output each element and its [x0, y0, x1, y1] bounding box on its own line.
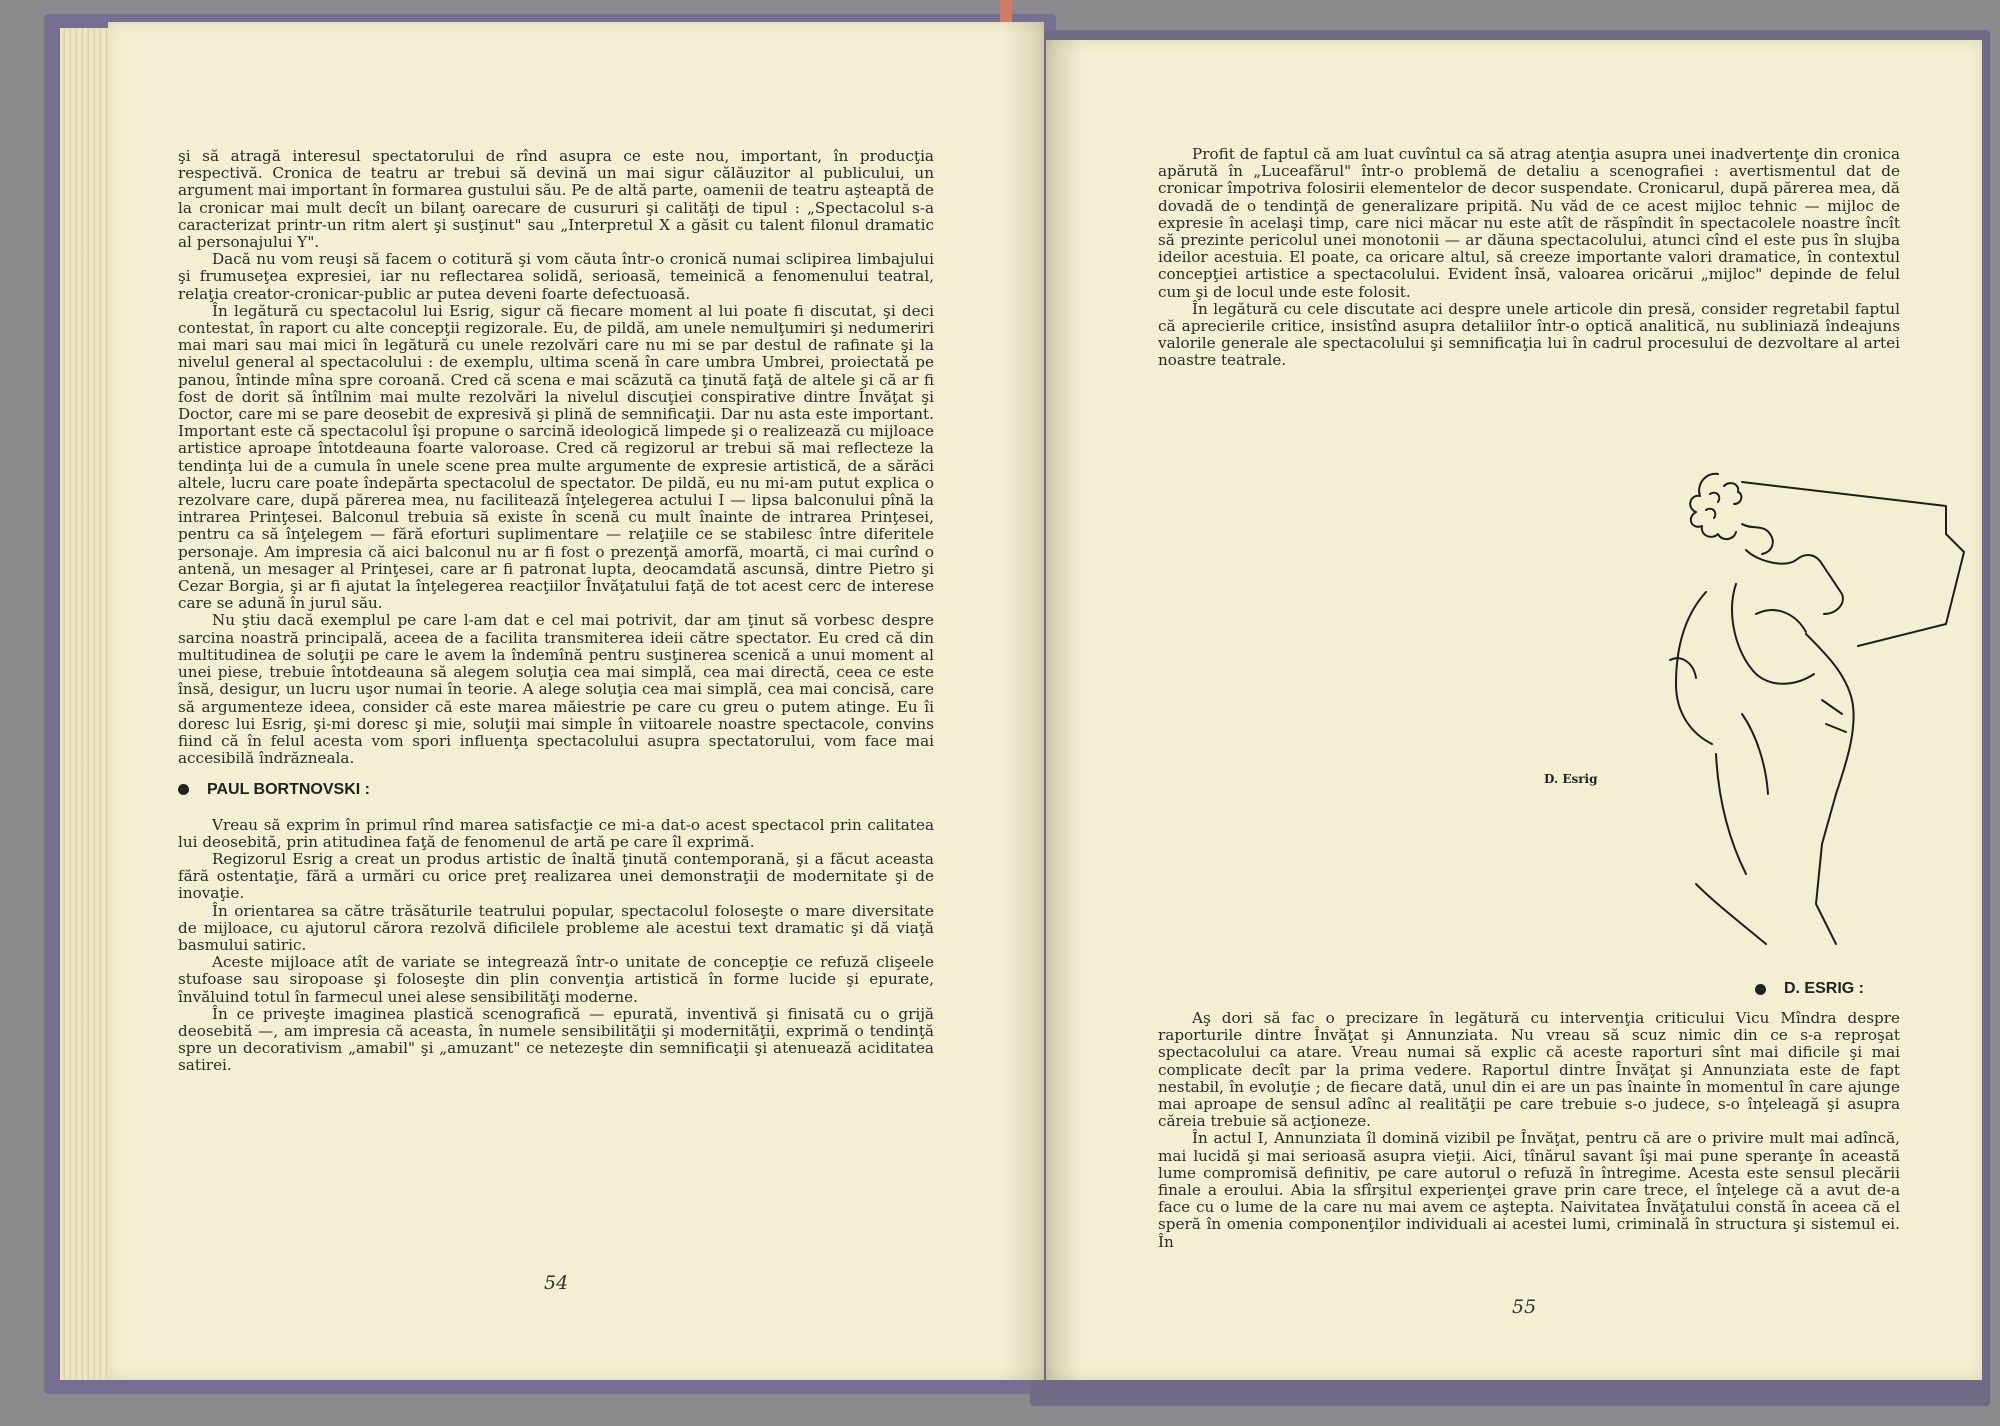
paragraph: şi să atragă interesul spectatorului de rînd asupra ce este nou, important, în producţia respectivă. Cronica de teatru ar trebui să devină un mai sigur călăuzitor al publicului, un argument mai important în formarea gustului său. Pe de altă parte, oamenii de teatru aşteaptă de la cronicar mai mult decît un bilanţ oarecare de cusururi şi calităţi de tipul : „Spectacolul s-a caracterizat printr-un ritm alert şi susţinut" sau „Interpretul X a găsit cu talent filonul dramatic al personajului Y". [178, 147, 934, 252]
speaker-heading-esrig [1755, 980, 1864, 998]
paragraph: Dacă nu vom reuşi să facem o cotitură şi vom căuta într-o cronică numai sclipirea limbajului şi frumuseţea expresiei, iar nu reflectarea solidă, serioasă, temeinică a fenomenului teatral, relaţia creator-cronicar-public ar putea deveni foarte defectuoasă. [178, 250, 934, 303]
paragraph: Aceste mijloace atît de variate se integrează într-o unitate de concepţie ce refuză clişeele stufoase sau siropoase şi foloseşte din plin convenţia artistică în forme lucide şi epurate, învăluind totul în farmecul unei alese sensibilităţi moderne. [178, 953, 934, 1006]
right-page [1046, 40, 1982, 1380]
left-page [108, 22, 1044, 1380]
paragraph: Vreau să exprim în primul rînd marea satisfacţie ce mi-a dat-o acest spectacol prin calitatea lui deosebită, prin atitudinea faţă de fenomenul de artă pe care îl exprimă. [178, 815, 934, 851]
sketch-caption: D. Esrig [1544, 772, 1598, 786]
paragraph: Profit de faptul că am luat cuvîntul ca să atrag atenţia asupra unei inadvertenţe din cronica apărută în „Luceafărul" într-o problemă de detaliu a scenografiei : avertismentul dat de cronicar împotriva folosirii elementelor de decor suspendate. Cronicarul, după părerea mea, dă dovadă de o tendinţă de generalizare pripită. Nu văd de ce acest mijloc tehnic — mijloc de expresie în acelaşi timp, care nici măcar nu este atît de răspîndit în spectacolele noastre încît să prezinte pericolul unei monotonii — ar dăuna spectacolului, atunci cînd el este pus în slujba ideilor acestuia. El poate, ca oricare altul, să creeze importante valori dramatice, în contextul concepţiei artistice a spectacolului. Evident însă, valoarea oricărui „mijloc" depinde de felul cum şi de locul unde este folosit. [1158, 145, 1900, 301]
left-text-column [178, 148, 934, 1075]
right-text-column-bottom [1158, 1010, 1900, 1251]
paragraph: Nu ştiu dacă exemplul pe care l-am dat e cel mai potrivit, dar am ţinut să vorbesc despre sarcina noastră principală, aceea de a facilita transmiterea ideii către spectator. Eu cred că din multitudinea de soluţii pe care le avem la îndemînă pentru susţinerea scenică a unui moment al unei piese, trebuie întotdeauna să alegem soluţia cea mai simplă, cea mai directă, ceea ce este însă, desigur, un lucru uşor numai în teorie. A alege soluţia cea mai simplă, cea mai concisă, care să argumenteze ideea, consider că este marea măiestrie pe care cu greu o putem atinge. Eu îi doresc lui Esrig, şi-mi doresc şi mie, soluţii mai simple în viitoarele noastre spectacole, convins fiind că în felul acesta vom spori influenţa spectacolului asupra spectatorului, vom face mai accesibilă îndrăzneala. [178, 611, 934, 768]
page-number: 54 [544, 1272, 569, 1294]
paragraph: În legătură cu cele discutate aci despre unele articole din presă, consider regretabil faptul că aprecierile critice, insistînd asupra detaliilor într-o optică analitică, nu subliniază îndeajuns valorile generale ale spectacolului şi semnificaţia lui în cadrul procesului de dezvoltare al artei noastre teatrale. [1158, 299, 1900, 370]
speaker-name: D. ESRIG : [1783, 980, 1864, 997]
speaker-heading-bortnovski [178, 781, 934, 798]
right-text-column-top [1158, 146, 1900, 370]
paragraph: În actul I, Annunziata îl domină vizibil pe Învăţat, pentru că are o privire mult mai adîncă, mai lucidă şi mai serioasă asupra vieţii. Aici, tînărul savant îşi mai pune speranţe în această lume compromisă definitiv, pe care autorul o refuză în întregime. Acesta este sensul plecării finale a eroului. Abia la sfîrşitul experienţei grave prin care trece, el înţelege că a avut de-a face cu o lume de la care nu mai avem ce aştepta. Naivitatea Învăţatului constă în aceea că el speră în omenia componenţilor individuali ai acestei lumi, criminală în structura şi sistemul ei. În [1158, 1129, 1900, 1251]
paragraph: Regizorul Esrig a creat un produs artistic de înaltă ţinută contemporană, şi a făcut aceasta fără ostentaţie, fără a urmări cu orice preţ realizarea unei demonstraţii de modernitate şi de inovaţie. [178, 849, 934, 903]
paragraph: În legătură cu spectacolul lui Esrig, sigur că fiecare moment al lui poate fi discutat, şi deci contestat, în raport cu alte concepţii regizorale. Eu, de pildă, am unele nemulţumiri şi nedumeriri mai mari sau mai mici în legătură cu unele rezolvări care nu mi se par destul de rafinate şi la nivelul general al spectacolului : de exemplu, ultima scenă în care umbra Umbrei, proiectată pe panou, întinde mîna spre coroană. Cred că scena e mai scăzută ca ţinută faţă de altele şi că ar fi fost de dorit să întîlnim mai multe rezolvări la nivelul discuţiei conspirative dintre Învăţat şi Doctor, care mi se pare deosebit de expresivă şi plină de semnificaţii. Dar nu asta este important. Important este că spectacolul îşi propune o sarcină ideologică limpede şi o realizează cu mijloace artistice aproape întotdeauna foarte valoroase. Cred că regizorul ar trebui să mai reflecteze la tendinţa lui de a cumula în unele scene prea multe argumente de expresie artistică, de a sărăci altele, lucru care poate îndepărta spectacolul de spectator. De pildă, eu nu mi-am putut explica o rezolvare care, după părerea mea, nu facilitează înţelegerea actului I — lipsa balconului pînă la intrarea Prinţesei. Balconul trebuia să existe în scenă cu mult înainte de intrarea Prinţesei, pentru ca să înţelegem — fără eforturi suplimentare — relaţiile ce se stabilesc între diferitele personaje. Am impresia că aici balconul nu ar fi fost o prezenţă amorfă, moartă, ci mai curînd o antenă, un mesager al Prinţesei, care ar fi patronat lupta, deocamdată ascunsă, dintre Pietro şi Cezar Borgia, şi ar fi ajutat la înţelegerea reacţiilor Învăţatului faţă de tot acest cerc de interese care se adună în jurul său. [178, 301, 934, 613]
paragraph: În ce priveşte imaginea plastică scenografică — epurată, inventivă şi finisată cu o grijă deosebită —, am impresia că aceasta, în numele sensibilităţii şi modernităţii, exprimă o tendinţă spre un decorativism „amabil" şi „amuzant" ce netezeşte din semnificaţii şi atenuează aciditatea satirei. [178, 1004, 934, 1075]
paragraph: În orientarea sa către trăsăturile teatrului popular, spectacolul foloseşte o mare diversitate de mijloace, cu ajutorul cărora rezolvă dificilele probleme ale acestui text dramatic şi dă viaţă basmului satiric. [178, 901, 934, 954]
page-number: 55 [1512, 1296, 1537, 1318]
bullet-icon [178, 784, 189, 795]
portrait-sketch [1646, 464, 1966, 964]
bullet-icon [1755, 984, 1766, 995]
gutter-shadow [1004, 22, 1044, 1380]
speaker-name: PAUL BORTNOVSKI : [207, 781, 370, 799]
gutter-shadow [1046, 40, 1082, 1380]
paragraph: Aş dori să fac o precizare în legătură cu intervenţia criticului Vicu Mîndra despre raporturile dintre Învăţat şi Annunziata. Nu vreau să scuz nimic din ce s-a reproşat spectacolului ca atare. Vreau numai să explic că aceste raporturi sînt mai dificile şi mai complicate decît par la prima vedere. Raportul dintre Învăţat şi Annunziata este de fapt nestabil, în evoluţie ; de fiecare dată, unul din ei are un pas înainte în momentul în care ajunge mai aproape de sensul adînc al realităţii pe care trebuie s-o judece, s-o înţeleagă şi asupra căreia trebuie să acţioneze. [1158, 1009, 1900, 1131]
